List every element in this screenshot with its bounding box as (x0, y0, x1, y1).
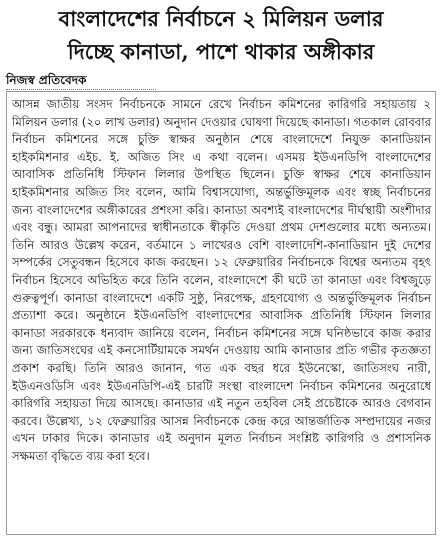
article-box (6, 91, 436, 535)
headline (0, 2, 442, 68)
headline-line-2: দিচ্ছে কানাডা, পাশে থাকার অঙ্গীকার (67, 39, 375, 64)
byline-block (0, 72, 442, 90)
headline-line-1: বাংলাদেশের নির্বাচনে ২ মিলিয়ন ডলার (58, 6, 384, 31)
byline-divider (6, 89, 156, 90)
article-body: আসন্ন জাতীয় সংসদ নির্বাচনকে সামনে রেখে নির্বাচন কমিশনের কারিগরি সহায়তায় ২ মিলিয়ন ডলার (২০ লাখ ডলার) অনুদান দেওয়ার ঘোষণা দিয়েছে কানাডা। গতকাল রোববার নির্বাচন কমিশনের সঙ্গে চুক্তি স্বাক্ষর অনুষ্ঠান শেষে বাংলাদেশে নিযুক্ত কানাডিয়ান হাইকমিশনার এইচ. ই. অজিত সিং এ কথা বলেন। এসময় ইউএনডিপি বাংলাদেশের আবাসিক প্রতিনিধি স্টিফান লিলার উপস্থিত ছিলেন। চুক্তি স্বাক্ষর শেষে কানাডিয়ান হাইকমিশনার অজিত সিং বলেন, আমি বিশ্বাসযোগ্য, অন্তর্ভুক্তিমূলক এবং স্বচ্ছ নির্বাচনের জন্য বাংলাদেশের অঙ্গীকারের প্রশংসা করি। কানাডা অবশ্যই বাংলাদেশের দীর্ঘস্থায়ী অংশীদার এবং বন্ধু। আমরা আপনাদের স্বাধীনতাকে স্বীকৃতি দেওয়া প্রথম দেশগুলোর মধ্যে অন্যতম। তিনি আরও উল্লেখ করেন, বর্তমানে ১ লাখেরও বেশি বাংলাদেশি-কানাডিয়ান দুই দেশের সম্পর্কের সেতুবন্ধন হিসেবে কাজ করছেন। ১২ ফেব্রুয়ারির নির্বাচনকে বিশ্বের অন্যতম বৃহৎ নির্বাচন হিসেবে অভিহিত করে তিনি বলেন, বাংলাদেশে কী ঘটে তা কানাডা এবং বিশ্বজুড়ে গুরুত্বপূর্ণ। কানাডা বাংলাদেশে একটি সুষ্ঠু, নিরপেক্ষ, গ্রহণযোগ্য ও অন্তর্ভুক্তিমূলক নির্বাচন প্রত্যাশা করে। অনুষ্ঠানে ইউএনডিপি বাংলাদেশের আবাসিক প্রতিনিধি স্টিফান লিলার কানাডা সরকারকে ধন্যবাদ জানিয়ে বলেন, নির্বাচন কমিশনের সঙ্গে ঘনিষ্ঠভাবে কাজ করার জন্য জাতিসংঘের এই কনসোর্টিয়ামকে সমর্থন দেওয়ায় আমি কানাডার প্রতি গভীর কৃতজ্ঞতা প্রকাশ করছি। তিনি আরও জানান, গত এক বছর ধরে ইউনেস্কো, জাতিসংঘ নারী, ইউএনওডিসি এবং ইউএনডিপি-এই চারটি সংস্থা বাংলাদেশ নির্বাচন কমিশনের অনুরোধে কারিগরি সহায়তা দিয়ে আসছে। কানাডার এই নতুন তহবিল সেই প্রচেষ্টাকে আরও বেগবান করবে। উল্লেখ্য, ১২ ফেব্রুয়ারির আসন্ন নির্বাচনকে কেন্দ্র করে আন্তর্জাতিক সম্প্রদায়ের নজর এখন ঢাকার দিকে। কানাডার এই অনুদান মূলত নির্বাচন সংশ্লিষ্ট কারিগরি ও প্রশাসনিক সক্ষমতা বৃদ্ধিতে ব্যয় করা হবে। (12, 97, 431, 463)
byline: নিজস্ব প্রতিবেদক (6, 73, 87, 87)
